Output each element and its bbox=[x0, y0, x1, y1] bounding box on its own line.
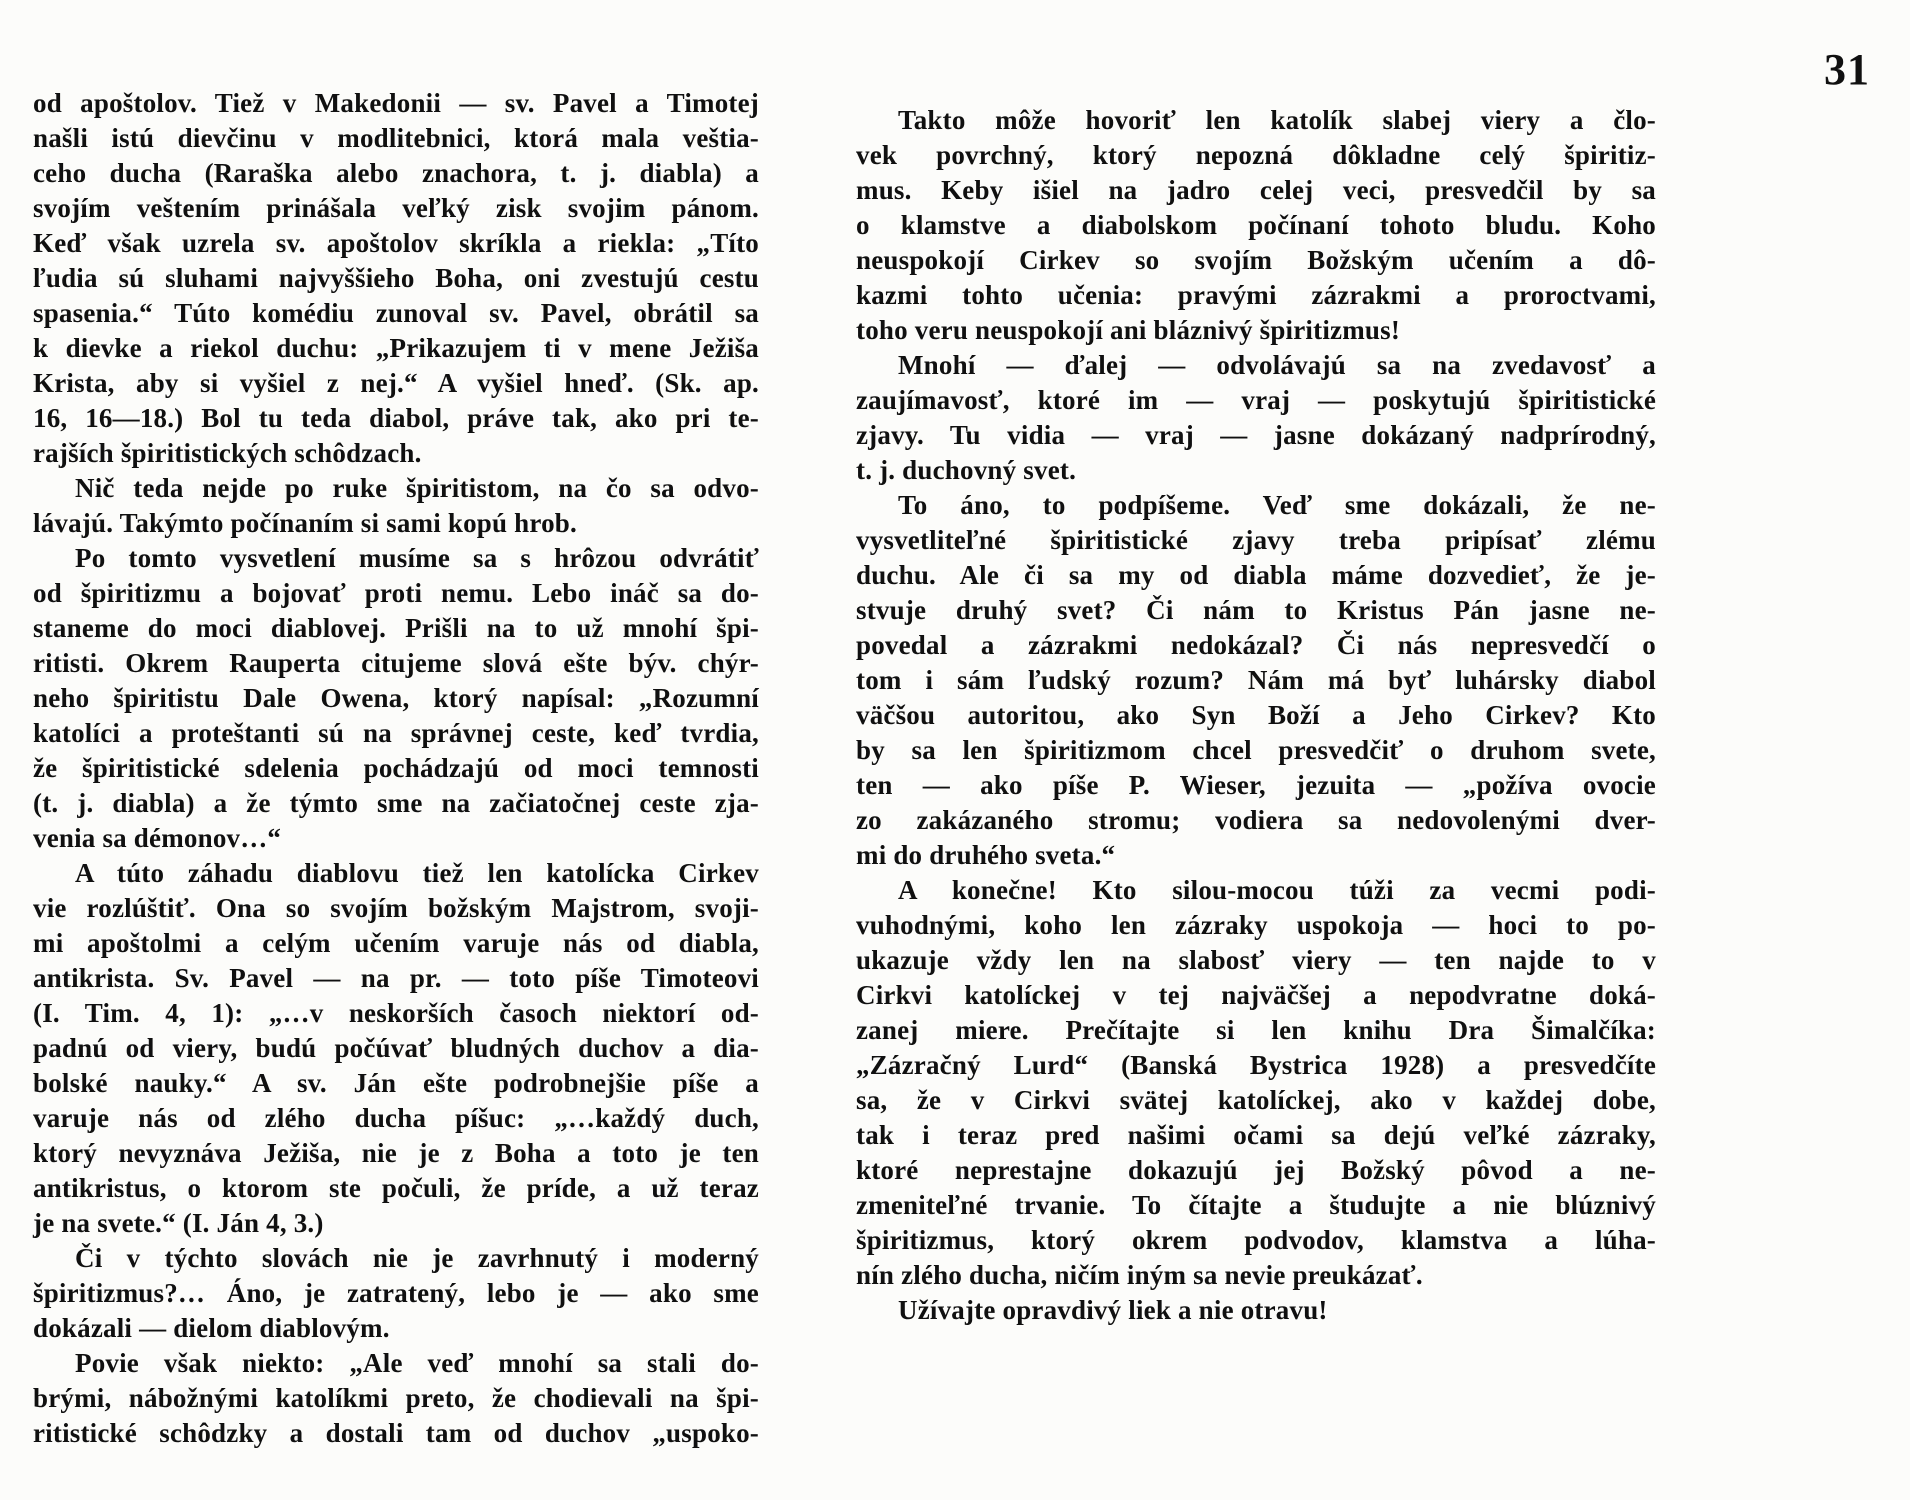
text-line: t. j. duchovný svet. bbox=[856, 455, 1077, 485]
text-line: dokázali — dielom diablovým. bbox=[33, 1313, 390, 1343]
text-line: že špiritistické sdelenia pochádzajú od moci temnosti bbox=[33, 753, 759, 783]
text-line: rajších špiritistických schôdzach. bbox=[33, 438, 422, 468]
text-line: väčšou autoritou, ako Syn Boží a Jeho Cirkev? Kto bbox=[856, 700, 1656, 730]
text-line: antikrista. Sv. Pavel — na pr. — toto píše Timoteovi bbox=[33, 963, 759, 993]
text-line: špiritizmus, ktorý okrem podvodov, klamstva a lúha- bbox=[856, 1225, 1656, 1255]
text-line: vie rozlúštiť. Ona so svojím božským Majstrom, svoji- bbox=[33, 893, 759, 923]
text-line: mus. Keby išiel na jadro celej veci, presvedčil by sa bbox=[856, 175, 1656, 205]
text-line: 16, 16—18.) Bol tu teda diabol, práve tak, ako pri te- bbox=[33, 403, 759, 433]
text-line: nín zlého ducha, ničím iným sa nevie preukázať. bbox=[856, 1260, 1423, 1290]
text-line: A konečne! Kto silou-mocou túži za vecmi podi- bbox=[898, 875, 1656, 905]
text-line: ceho ducha (Raraška alebo znachora, t. j. diabla) a bbox=[33, 158, 759, 188]
paragraph bbox=[33, 471, 759, 541]
paragraph bbox=[856, 488, 1656, 873]
text-line: bolské nauky.“ A sv. Ján ešte podrobnejšie píše a bbox=[33, 1068, 759, 1098]
text-line: Cirkvi katolíckej v tej najväčšej a nepodvratne doká- bbox=[856, 980, 1656, 1010]
text-line: antikristus, o ktorom ste počuli, že príde, a už teraz bbox=[33, 1173, 759, 1203]
text-line: (t. j. diabla) a že týmto sme na začiatočnej ceste zja- bbox=[33, 788, 759, 818]
text-line: špiritizmus?… Áno, je zatratený, lebo je — ako sme bbox=[33, 1278, 759, 1308]
text-line: venia sa démonov…“ bbox=[33, 823, 282, 853]
text-line: ritisti. Okrem Rauperta citujeme slová ešte býv. chýr- bbox=[33, 648, 759, 678]
left-text-column bbox=[33, 86, 759, 1451]
text-line: To áno, to podpíšeme. Veď sme dokázali, že ne- bbox=[898, 490, 1656, 520]
text-line: zaujímavosť, ktoré im — vraj — poskytujú špiritistické bbox=[856, 385, 1656, 415]
paragraph bbox=[33, 86, 759, 471]
text-line: Krista, aby si vyšiel z nej.“ A vyšiel hneď. (Sk. ap. bbox=[33, 368, 759, 398]
text-line: neuspokojí Cirkev so svojím Božským učením a dô- bbox=[856, 245, 1656, 275]
text-line: vuhodnými, koho len zázraky uspokoja — hoci to po- bbox=[856, 910, 1656, 940]
text-line: od apoštolov. Tiež v Makedonii — sv. Pavel a Timotej bbox=[33, 88, 759, 118]
text-line: padnú od viery, budú počúvať bludných duchov a dia- bbox=[33, 1033, 759, 1063]
paragraph bbox=[33, 541, 759, 856]
text-line: stvuje druhý svet? Či nám to Kristus Pán jasne ne- bbox=[856, 595, 1656, 625]
paragraph bbox=[856, 1293, 1656, 1328]
text-line: zjavy. Tu vidia — vraj — jasne dokázaný nadprírodný, bbox=[856, 420, 1656, 450]
text-line: toho veru neuspokojí ani bláznivý špiritizmus! bbox=[856, 315, 1401, 345]
text-line: ktorý nevyznáva Ježiša, nie je z Boha a toto je ten bbox=[33, 1138, 759, 1168]
text-line: vysvetliteľné špiritistické zjavy treba pripísať zlému bbox=[856, 525, 1656, 555]
text-line: tom i sám ľudský rozum? Nám má byť luhársky diabol bbox=[856, 665, 1656, 695]
text-line: ukazuje vždy len na slabosť viery — ten najde to v bbox=[856, 945, 1656, 975]
text-line: mi apoštolmi a celým učením varuje nás od diabla, bbox=[33, 928, 759, 958]
text-line: brými, nábožnými katolíkmi preto, že chodievali na špi- bbox=[33, 1383, 759, 1413]
text-line: „Zázračný Lurd“ (Banská Bystrica 1928) a presvedčíte bbox=[856, 1050, 1656, 1080]
text-line: staneme do moci diablovej. Prišli na to už mnohí špi- bbox=[33, 613, 759, 643]
text-line: zmeniteľné trvanie. To čítajte a študujte a nie blúznivý bbox=[856, 1190, 1656, 1220]
paragraph bbox=[856, 873, 1656, 1293]
text-line: spasenia.“ Túto komédiu zunoval sv. Pavel, obrátil sa bbox=[33, 298, 759, 328]
text-line: Keď však uzrela sv. apoštolov skríkla a riekla: „Títo bbox=[33, 228, 759, 258]
text-line: ľudia sú sluhami najvyššieho Boha, oni zvestujú cestu bbox=[33, 263, 759, 293]
paragraph bbox=[856, 103, 1656, 348]
paragraph bbox=[33, 856, 759, 1241]
text-line: Nič teda nejde po ruke špiritistom, na čo sa odvo- bbox=[75, 473, 759, 503]
text-line: A túto záhadu diablovu tiež len katolícka Cirkev bbox=[75, 858, 759, 888]
text-line: by sa len špiritizmom chcel presvedčiť o druhom svete, bbox=[856, 735, 1656, 765]
page-number: 31 bbox=[1824, 45, 1870, 94]
paragraph bbox=[33, 1346, 759, 1451]
text-line: sa, že v Cirkvi svätej katolíckej, ako v každej dobe, bbox=[856, 1085, 1656, 1115]
text-line: povedal a zázrakmi nedokázal? Či nás nepresvedčí o bbox=[856, 630, 1656, 660]
text-line: duchu. Ale či sa my od diabla máme dozvedieť, že je- bbox=[856, 560, 1656, 590]
text-line: zo zakázaného stromu; vodiera sa nedovolenými dver- bbox=[856, 805, 1656, 835]
text-line: (I. Tim. 4, 1): „…v neskorších časoch niektorí od- bbox=[33, 998, 759, 1028]
text-line: ritistické schôdzky a dostali tam od duchov „uspoko- bbox=[33, 1418, 759, 1448]
paragraph bbox=[33, 1241, 759, 1346]
text-line: o klamstve a diabolskom počínaní tohoto bludu. Koho bbox=[856, 210, 1656, 240]
text-line: Povie však niekto: „Ale veď mnohí sa stali do- bbox=[75, 1348, 759, 1378]
text-line: katolíci a proteštanti sú na správnej ceste, keď tvrdia, bbox=[33, 718, 759, 748]
text-line: Užívajte opravdivý liek a nie otravu! bbox=[898, 1295, 1328, 1325]
text-line: svojím veštením prinášala veľký zisk svojim pánom. bbox=[33, 193, 759, 223]
text-line: Takto môže hovoriť len katolík slabej viery a člo- bbox=[898, 105, 1656, 135]
text-line: vek povrchný, ktorý nepozná dôkladne celý špiritiz- bbox=[856, 140, 1656, 170]
text-line: k dievke a riekol duchu: „Prikazujem ti v mene Ježiša bbox=[33, 333, 759, 363]
text-line: od špiritizmu a bojovať proti nemu. Lebo ináč sa do- bbox=[33, 578, 759, 608]
text-line: lávajú. Takýmto počínaním si sami kopú hrob. bbox=[33, 508, 577, 538]
text-line: našli istú dievčinu v modlitebnici, ktorá mala veštia- bbox=[33, 123, 759, 153]
paragraph bbox=[856, 348, 1656, 488]
text-line: ten — ako píše P. Wieser, jezuita — „požíva ovocie bbox=[856, 770, 1656, 800]
text-line: je na svete.“ (I. Ján 4, 3.) bbox=[33, 1208, 324, 1238]
text-line: ktoré neprestajne dokazujú jej Božský pôvod a ne- bbox=[856, 1155, 1656, 1185]
text-line: tak i teraz pred našimi očami sa dejú veľké zázraky, bbox=[856, 1120, 1656, 1150]
text-line: kazmi tohto učenia: pravými zázrakmi a proroctvami, bbox=[856, 280, 1656, 310]
text-line: Po tomto vysvetlení musíme sa s hrôzou odvrátiť bbox=[75, 543, 759, 573]
text-line: neho špiritistu Dale Owena, ktorý napísal: „Rozumní bbox=[33, 683, 759, 713]
right-text-column bbox=[856, 103, 1656, 1328]
text-line: mi do druhého sveta.“ bbox=[856, 840, 1116, 870]
text-line: Či v týchto slovách nie je zavrhnutý i moderný bbox=[75, 1243, 759, 1273]
text-line: zanej miere. Prečítajte si len knihu Dra Šimalčíka: bbox=[856, 1015, 1656, 1045]
text-line: Mnohí — ďalej — odvolávajú sa na zvedavosť a bbox=[898, 350, 1656, 380]
text-line: varuje nás od zlého ducha píšuc: „…každý duch, bbox=[33, 1103, 759, 1133]
